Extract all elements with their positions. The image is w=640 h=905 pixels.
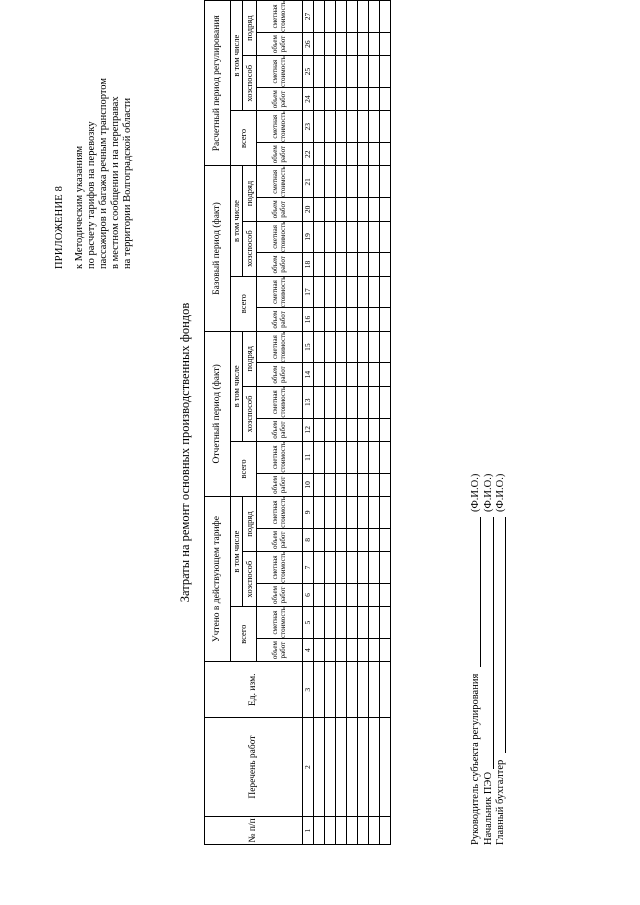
header-including: в том числе — [231, 496, 243, 606]
table-cell[interactable] — [314, 32, 325, 55]
appendix-header — [54, 9, 134, 269]
table-cell[interactable] — [336, 607, 347, 639]
appendix-line: в местном сообщении и на переправах — [110, 96, 121, 269]
table-cell[interactable] — [369, 331, 380, 363]
header-cost: сметная стоимость — [257, 166, 303, 198]
table-cell[interactable] — [336, 662, 347, 718]
table-cell[interactable] — [314, 496, 325, 528]
table-cell[interactable] — [325, 496, 336, 528]
table-cell[interactable] — [325, 363, 336, 386]
table-cell[interactable] — [369, 552, 380, 584]
table-cell[interactable] — [380, 528, 391, 551]
table-cell[interactable] — [347, 496, 358, 528]
table-cell[interactable] — [380, 143, 391, 166]
table-cell[interactable] — [314, 441, 325, 473]
signature-fio: (Ф.И.О.) — [495, 473, 506, 512]
table-cell[interactable] — [347, 1, 358, 33]
table-cell[interactable] — [314, 308, 325, 331]
header-total: всего — [231, 441, 257, 496]
table-cell[interactable] — [347, 253, 358, 276]
table-cell[interactable] — [314, 386, 325, 418]
table-cell[interactable] — [347, 308, 358, 331]
column-number: 14 — [303, 363, 314, 386]
table-cell[interactable] — [380, 718, 391, 817]
table-cell[interactable] — [369, 276, 380, 308]
table-cell[interactable] — [347, 441, 358, 473]
header-cost: сметная стоимость — [257, 1, 303, 33]
header-volume: объем работ — [257, 198, 303, 221]
table-cell[interactable] — [358, 718, 369, 817]
column-number: 6 — [303, 583, 314, 606]
table-cell[interactable] — [380, 111, 391, 143]
table-cell[interactable] — [325, 253, 336, 276]
table-cell[interactable] — [325, 441, 336, 473]
table-cell[interactable] — [325, 607, 336, 639]
column-number: 4 — [303, 638, 314, 661]
column-number: 18 — [303, 253, 314, 276]
header-cost: сметная стоимость — [257, 441, 303, 473]
column-number: 8 — [303, 528, 314, 551]
table-cell[interactable] — [358, 1, 369, 33]
table-cell[interactable] — [325, 418, 336, 441]
table-cell[interactable] — [358, 418, 369, 441]
column-number: 17 — [303, 276, 314, 308]
column-number: 20 — [303, 198, 314, 221]
table-cell[interactable] — [347, 816, 358, 844]
header-total: всего — [231, 276, 257, 331]
document-title: Затраты на ремонт основных производственных фондов — [178, 302, 192, 603]
table-cell[interactable] — [336, 111, 347, 143]
table-cell[interactable] — [369, 583, 380, 606]
table-cell[interactable] — [325, 1, 336, 33]
table-cell[interactable] — [325, 166, 336, 198]
table-cell[interactable] — [347, 143, 358, 166]
table-cell[interactable] — [314, 198, 325, 221]
table-cell[interactable] — [369, 32, 380, 55]
table-cell[interactable] — [325, 473, 336, 496]
table-cell[interactable] — [358, 166, 369, 198]
table-cell[interactable] — [347, 331, 358, 363]
column-number: 25 — [303, 56, 314, 88]
table-cell[interactable] — [325, 276, 336, 308]
table-cell[interactable] — [325, 552, 336, 584]
table-cell[interactable] — [369, 418, 380, 441]
table-cell[interactable] — [325, 528, 336, 551]
table-cell[interactable] — [347, 276, 358, 308]
table-cell[interactable] — [347, 418, 358, 441]
header-volume: объем работ — [257, 308, 303, 331]
column-number: 16 — [303, 308, 314, 331]
table-cell[interactable] — [325, 111, 336, 143]
signature-fio: (Ф.И.О.) — [482, 473, 494, 512]
header-contract: подряд — [243, 166, 257, 221]
table-cell[interactable] — [358, 88, 369, 111]
table-cell[interactable] — [358, 143, 369, 166]
table-cell[interactable] — [325, 386, 336, 418]
signature-row — [495, 325, 508, 845]
table-cell[interactable] — [314, 718, 325, 817]
table-cell[interactable] — [358, 363, 369, 386]
table-cell[interactable] — [380, 331, 391, 363]
column-number: 15 — [303, 331, 314, 363]
table-cell[interactable] — [314, 331, 325, 363]
table-cell[interactable] — [369, 363, 380, 386]
table-cell[interactable] — [380, 638, 391, 661]
header-cost: сметная стоимость — [257, 331, 303, 363]
table-cell[interactable] — [314, 583, 325, 606]
signatures-block — [470, 325, 508, 845]
table-cell[interactable] — [380, 473, 391, 496]
header-contract: подряд — [243, 1, 257, 56]
table-cell[interactable] — [358, 552, 369, 584]
table-cell[interactable] — [336, 56, 347, 88]
table-cell[interactable] — [347, 221, 358, 253]
header-period-calc: Расчетный период регулирования — [205, 1, 231, 166]
column-number: 7 — [303, 552, 314, 584]
appendix-line: на территории Волгоградской области — [122, 97, 133, 269]
column-number: 5 — [303, 607, 314, 639]
header-including: в том числе — [231, 331, 243, 441]
signature-fio: (Ф.И.О.) — [470, 473, 481, 512]
table-cell[interactable] — [336, 441, 347, 473]
header-in-house: хозспособ — [243, 221, 257, 276]
signature-row — [483, 325, 496, 845]
header-cost: сметная стоимость — [257, 607, 303, 639]
header-contract: подряд — [243, 331, 257, 386]
table-cell[interactable] — [347, 32, 358, 55]
table-cell[interactable] — [380, 496, 391, 528]
table-cell[interactable] — [358, 496, 369, 528]
table-cell[interactable] — [336, 718, 347, 817]
header-volume: объем работ — [257, 363, 303, 386]
table-cell[interactable] — [314, 418, 325, 441]
table-cell[interactable] — [336, 583, 347, 606]
table-cell[interactable] — [336, 143, 347, 166]
table-cell[interactable] — [369, 496, 380, 528]
table-cell[interactable] — [336, 638, 347, 661]
signature-row — [470, 325, 483, 845]
header-volume: объем работ — [257, 32, 303, 55]
column-number: 11 — [303, 441, 314, 473]
table-cell[interactable] — [325, 816, 336, 844]
column-number: 12 — [303, 418, 314, 441]
header-cost: сметная стоимость — [257, 221, 303, 253]
table-cell[interactable] — [369, 386, 380, 418]
table-cell[interactable] — [380, 308, 391, 331]
table-cell[interactable] — [369, 56, 380, 88]
table-cell[interactable] — [325, 718, 336, 817]
table-cell[interactable] — [325, 88, 336, 111]
table-cell[interactable] — [369, 221, 380, 253]
table-cell[interactable] — [380, 32, 391, 55]
table-cell[interactable] — [380, 88, 391, 111]
table-cell[interactable] — [369, 816, 380, 844]
table-cell[interactable] — [336, 88, 347, 111]
table-cell[interactable] — [336, 418, 347, 441]
table-cell[interactable] — [325, 638, 336, 661]
table-cell[interactable] — [314, 253, 325, 276]
table-cell[interactable] — [380, 607, 391, 639]
table-cell[interactable] — [358, 56, 369, 88]
header-volume: объем работ — [257, 143, 303, 166]
table-cell[interactable] — [336, 816, 347, 844]
table-cell[interactable] — [347, 198, 358, 221]
table-cell[interactable] — [314, 56, 325, 88]
header-cost: сметная стоимость — [257, 111, 303, 143]
table-cell[interactable] — [325, 662, 336, 718]
table-cell[interactable] — [358, 276, 369, 308]
table-cell[interactable] — [380, 363, 391, 386]
column-number: 3 — [303, 662, 314, 718]
table-cell[interactable] — [380, 662, 391, 718]
table-cell[interactable] — [347, 88, 358, 111]
table-cell[interactable] — [369, 718, 380, 817]
column-number: 2 — [303, 718, 314, 817]
table-cell[interactable] — [369, 473, 380, 496]
table-cell[interactable] — [325, 308, 336, 331]
column-number: 13 — [303, 386, 314, 418]
table-cell[interactable] — [314, 473, 325, 496]
table-cell[interactable] — [336, 552, 347, 584]
table-cell[interactable] — [336, 363, 347, 386]
table-cell[interactable] — [380, 56, 391, 88]
table-cell[interactable] — [336, 496, 347, 528]
header-no: № п/п — [205, 816, 303, 844]
table-cell[interactable] — [347, 552, 358, 584]
appendix-line: к Методическим указаниям — [74, 145, 85, 269]
table-cell[interactable] — [336, 276, 347, 308]
table-cell[interactable] — [358, 528, 369, 551]
table-cell[interactable] — [358, 308, 369, 331]
column-number: 1 — [303, 816, 314, 844]
header-volume: объем работ — [257, 638, 303, 661]
table-cell[interactable] — [325, 56, 336, 88]
table-row — [314, 1, 325, 845]
signature-line — [480, 517, 481, 667]
table-cell[interactable] — [347, 473, 358, 496]
table-cell[interactable] — [325, 32, 336, 55]
table-cell[interactable] — [336, 32, 347, 55]
table-cell[interactable] — [358, 816, 369, 844]
table-row — [336, 1, 347, 845]
table-cell[interactable] — [336, 528, 347, 551]
table-cell[interactable] — [358, 198, 369, 221]
column-number: 24 — [303, 88, 314, 111]
table-row — [325, 1, 336, 845]
column-number: 21 — [303, 166, 314, 198]
table-cell[interactable] — [347, 607, 358, 639]
table-cell[interactable] — [336, 198, 347, 221]
table-cell[interactable] — [347, 363, 358, 386]
table-cell[interactable] — [347, 386, 358, 418]
header-cost: сметная стоимость — [257, 386, 303, 418]
table-cell[interactable] — [380, 441, 391, 473]
header-volume: объем работ — [257, 88, 303, 111]
table-cell[interactable] — [369, 88, 380, 111]
table-cell[interactable] — [369, 111, 380, 143]
table-cell[interactable] — [314, 221, 325, 253]
table-cell[interactable] — [369, 143, 380, 166]
table-cell[interactable] — [325, 198, 336, 221]
table-cell[interactable] — [369, 198, 380, 221]
table-cell[interactable] — [358, 473, 369, 496]
table-cell[interactable] — [314, 88, 325, 111]
table-cell[interactable] — [358, 607, 369, 639]
table-cell[interactable] — [369, 166, 380, 198]
table-row — [358, 1, 369, 845]
table-cell[interactable] — [314, 166, 325, 198]
table-cell[interactable] — [314, 552, 325, 584]
table-cell[interactable] — [358, 386, 369, 418]
appendix-line: пассажиров и багажа речным транспортом — [98, 77, 109, 269]
table-cell[interactable] — [380, 198, 391, 221]
table-cell[interactable] — [336, 253, 347, 276]
table-cell[interactable] — [336, 166, 347, 198]
header-cost: сметная стоимость — [257, 496, 303, 528]
header-volume: объем работ — [257, 418, 303, 441]
header-unit: Ед. изм. — [205, 662, 303, 718]
table-cell[interactable] — [347, 583, 358, 606]
table-cell[interactable] — [325, 331, 336, 363]
column-number: 19 — [303, 221, 314, 253]
table-cell[interactable] — [314, 662, 325, 718]
table-cell[interactable] — [358, 32, 369, 55]
table-row — [347, 1, 358, 845]
table-cell[interactable] — [369, 253, 380, 276]
table-cell[interactable] — [369, 1, 380, 33]
table-cell[interactable] — [358, 441, 369, 473]
table-cell[interactable] — [369, 308, 380, 331]
table-cell[interactable] — [358, 583, 369, 606]
table-cell[interactable] — [347, 718, 358, 817]
costs-table — [204, 0, 391, 845]
table-cell[interactable] — [358, 638, 369, 661]
table-cell[interactable] — [369, 607, 380, 639]
table-cell[interactable] — [369, 528, 380, 551]
column-number: 23 — [303, 111, 314, 143]
header-period-tariff: Учтено в действующем тарифе — [205, 496, 231, 661]
header-cost: сметная стоимость — [257, 56, 303, 88]
table-cell[interactable] — [336, 1, 347, 33]
signature-line — [505, 517, 506, 753]
table-cell[interactable] — [325, 221, 336, 253]
header-in-house: хозспособ — [243, 56, 257, 111]
header-works: Перечень работ — [205, 718, 303, 817]
table-cell[interactable] — [358, 331, 369, 363]
table-cell[interactable] — [380, 386, 391, 418]
table-cell[interactable] — [380, 276, 391, 308]
table-cell[interactable] — [358, 662, 369, 718]
signature-label: Главный бухгалтер — [495, 759, 506, 845]
table-cell[interactable] — [325, 143, 336, 166]
table-cell[interactable] — [325, 583, 336, 606]
signature-label: Начальник ПЭО — [482, 771, 494, 845]
header-in-house: хозспособ — [243, 386, 257, 441]
table-cell[interactable] — [369, 441, 380, 473]
header-volume: объем работ — [257, 583, 303, 606]
column-number: 9 — [303, 496, 314, 528]
header-including: в том числе — [231, 1, 243, 111]
header-total: всего — [231, 111, 257, 166]
header-cost: сметная стоимость — [257, 276, 303, 308]
table-cell[interactable] — [347, 56, 358, 88]
header-including: в том числе — [231, 166, 243, 276]
header-period-report: Отчетный период (факт) — [205, 331, 231, 496]
table-cell[interactable] — [380, 166, 391, 198]
table-cell[interactable] — [347, 166, 358, 198]
table-cell[interactable] — [347, 111, 358, 143]
table-cell[interactable] — [314, 528, 325, 551]
header-total: всего — [231, 607, 257, 662]
header-volume: объем работ — [257, 473, 303, 496]
table-cell[interactable] — [380, 816, 391, 844]
table-cell[interactable] — [314, 816, 325, 844]
table-cell[interactable] — [358, 221, 369, 253]
table-cell[interactable] — [336, 473, 347, 496]
table-cell[interactable] — [380, 418, 391, 441]
table-cell[interactable] — [380, 253, 391, 276]
header-volume: объем работ — [257, 253, 303, 276]
table-cell[interactable] — [314, 1, 325, 33]
header-cost: сметная стоимость — [257, 552, 303, 584]
table-cell[interactable] — [336, 308, 347, 331]
table-cell[interactable] — [369, 638, 380, 661]
table-cell[interactable] — [380, 583, 391, 606]
table-cell[interactable] — [314, 276, 325, 308]
appendix-line: по расчету тарифов на перевозку — [86, 121, 97, 269]
table-cell[interactable] — [347, 528, 358, 551]
signature-line — [493, 517, 494, 769]
column-number: 10 — [303, 473, 314, 496]
header-volume: объем работ — [257, 528, 303, 551]
column-number: 27 — [303, 1, 314, 33]
table-cell[interactable] — [380, 1, 391, 33]
signature-label: Руководитель субъекта регулирования — [470, 673, 481, 845]
table-cell[interactable] — [380, 552, 391, 584]
table-cell[interactable] — [347, 638, 358, 661]
table-cell[interactable] — [314, 607, 325, 639]
table-cell[interactable] — [314, 363, 325, 386]
column-number: 26 — [303, 32, 314, 55]
table-row — [380, 1, 391, 845]
header-in-house: хозспособ — [243, 552, 257, 607]
column-number: 22 — [303, 143, 314, 166]
table-cell[interactable] — [347, 662, 358, 718]
header-period-base: Базовый период (факт) — [205, 166, 231, 331]
table-cell[interactable] — [380, 221, 391, 253]
table-cell[interactable] — [314, 111, 325, 143]
table-cell[interactable] — [358, 111, 369, 143]
table-cell[interactable] — [336, 386, 347, 418]
table-cell[interactable] — [314, 143, 325, 166]
appendix-title: ПРИЛОЖЕНИЕ 8 — [54, 185, 65, 269]
table-cell[interactable] — [336, 331, 347, 363]
header-contract: подряд — [243, 496, 257, 551]
table-cell[interactable] — [369, 662, 380, 718]
table-cell[interactable] — [314, 638, 325, 661]
table-cell[interactable] — [358, 253, 369, 276]
table-cell[interactable] — [336, 221, 347, 253]
table-row — [369, 1, 380, 845]
